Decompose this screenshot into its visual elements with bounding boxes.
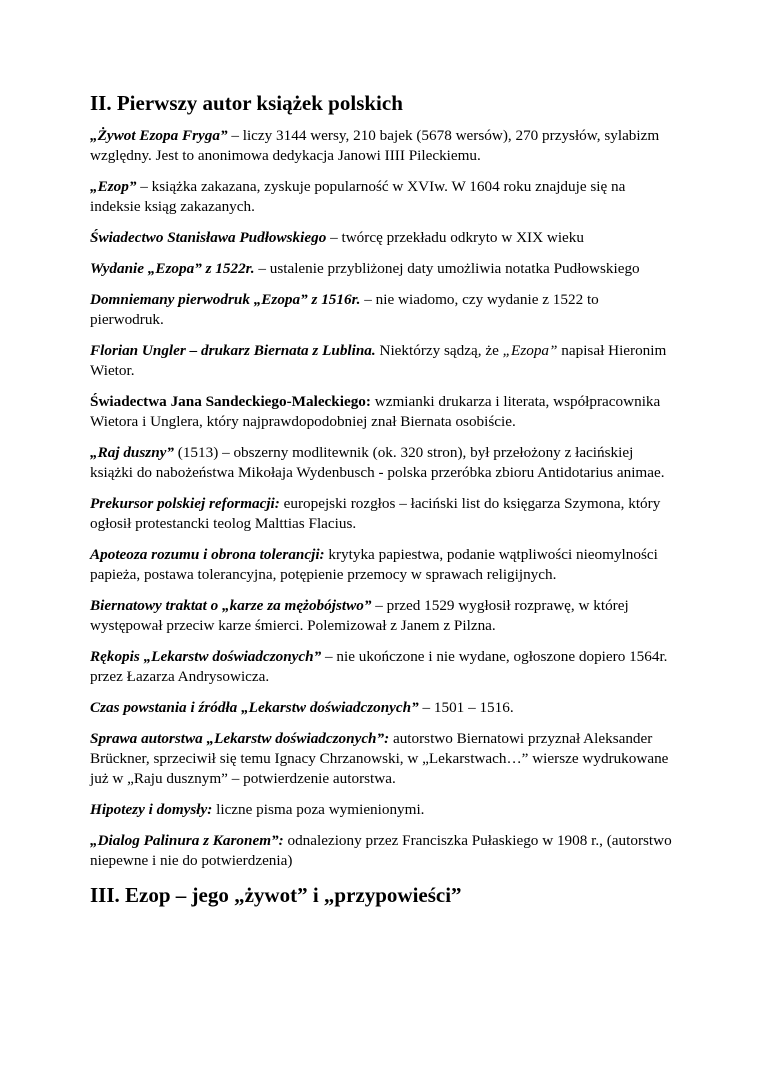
paragraph-text: europejski rozgłos – łaciński list do księgarza Szymona, który ogłosił protestancki teolog Malttias Flacius.: [90, 495, 661, 532]
paragraph-term: Biernatowy traktat o „karze za mężobójstwo”: [90, 597, 372, 614]
paragraph-hipotezy: [90, 800, 675, 820]
paragraph-sandecki: [90, 392, 675, 432]
paragraph-pierwodruk-1516: [90, 290, 675, 330]
paragraph-text: autorstwo Biernatowi przyznał Aleksander Brückner, sprzeciwił się temu Ignacy Chrzanowski, w „Lekarstwach…” wiersze wydrukowane już w „Raju dusznym” – potwierdzenie autorstwa.: [90, 730, 669, 787]
paragraph-term: Hipotezy i domysły:: [90, 801, 213, 818]
paragraph-text: wzmianki drukarza i literata, współpracownika Wietora i Unglera, który najprawdopodobniej znał Biernata osobiście.: [90, 393, 661, 430]
paragraph-term: „Żywot Ezopa Fryga”: [90, 127, 228, 144]
paragraph-term: „Dialog Palinura z Karonem”:: [90, 832, 284, 849]
paragraph-rekopis: [90, 647, 675, 687]
paragraph-term: Domniemany pierwodruk „Ezopa” z 1516r.: [90, 291, 361, 308]
paragraph-traktat: [90, 596, 675, 636]
paragraph-zywot-ezopa: [90, 126, 675, 166]
paragraph-term: Rękopis „Lekarstw doświadczonych”: [90, 648, 322, 665]
paragraph-term: Florian Ungler – drukarz Biernata z Lublina.: [90, 342, 376, 359]
paragraph-text: – książka zakazana, zyskuje popularność w XVIw. W 1604 roku znajduje się na indeksie ksiąg zakazanych.: [90, 178, 626, 215]
document-body: [90, 90, 675, 908]
paragraph-term: Świadectwa Jana Sandeckiego-Maleckiego:: [90, 393, 371, 410]
paragraph-text: – ustalenie przybliżonej daty umożliwia notatka Pudłowskiego: [254, 260, 640, 277]
paragraph-czas-powstania: [90, 698, 675, 718]
paragraph-term: Sprawa autorstwa „Lekarstw doświadczonych”:: [90, 730, 390, 747]
section-heading-2: II. Pierwszy autor książek polskich: [90, 91, 403, 115]
paragraph-text: – liczy 3144 wersy, 210 bajek (5678 wersów), 270 przysłów, sylabizm względny. Jest to anonimowa dedykacja Janowi IIII Pileckiemu.: [90, 127, 660, 164]
paragraph-term: „Ezop”: [90, 178, 137, 195]
paragraph-autorstwo: [90, 729, 675, 789]
paragraph-italic: „Ezopa”: [502, 342, 558, 359]
paragraph-text: – przed 1529 wygłosił rozprawę, w której występował przeciw karze śmierci. Polemizował z Janem z Pilzna.: [90, 597, 629, 634]
paragraph-text: liczne pisma poza wymienionymi.: [212, 801, 425, 818]
paragraph-text: – nie wiadomo, czy wydanie z 1522 to pierwodruk.: [90, 291, 599, 328]
paragraph-text: napisał Hieronim Wietor.: [90, 342, 667, 379]
paragraph-term: Apoteoza rozumu i obrona tolerancji:: [90, 546, 325, 563]
paragraph-text: – twórcę przekładu odkryto w XIX wieku: [326, 229, 584, 246]
section-heading-3: III. Ezop – jego „żywot” i „przypowieści”: [90, 883, 462, 907]
paragraph-pudlowski: [90, 228, 675, 248]
paragraph-raj-duszny: [90, 443, 675, 483]
paragraph-ungler: [90, 341, 675, 381]
paragraph-term: Świadectwo Stanisława Pudłowskiego: [90, 229, 327, 246]
paragraph-prekursor: [90, 494, 675, 534]
paragraph-term: Wydanie „Ezopa” z 1522r.: [90, 260, 255, 277]
paragraph-term: Prekursor polskiej reformacji:: [90, 495, 280, 512]
paragraph-text: – nie ukończone i nie wydane, ogłoszone dopiero 1564r. przez Łazarza Andrysowicza.: [90, 648, 668, 685]
paragraph-text: (1513) – obszerny modlitewnik (ok. 320 stron), był przełożony z łacińskiej książki do nabożeństwa Mikołaja Wydenbusch - polska przeróbka zbioru Antidotarius animae.: [90, 444, 665, 481]
paragraph-text: Niektórzy sądzą, że: [375, 342, 503, 359]
paragraph-text: krytyka papiestwa, podanie wątpliwości nieomylności papieża, postawa tolerancyjna, potępienie przemocy w sprawach religijnych.: [90, 546, 658, 583]
paragraph-term: „Raj duszny”: [90, 444, 174, 461]
paragraph-ezop: [90, 177, 675, 217]
paragraph-wydanie-1522: [90, 259, 675, 279]
paragraph-text: – 1501 – 1516.: [418, 699, 514, 716]
paragraph-apoteoza: [90, 545, 675, 585]
paragraph-dialog: [90, 831, 675, 871]
paragraph-term: Czas powstania i źródła „Lekarstw doświadczonych”: [90, 699, 419, 716]
paragraph-text: odnaleziony przez Franciszka Pułaskiego w 1908 r., (autorstwo niepewne i nie do potwierdzenia): [90, 832, 672, 869]
